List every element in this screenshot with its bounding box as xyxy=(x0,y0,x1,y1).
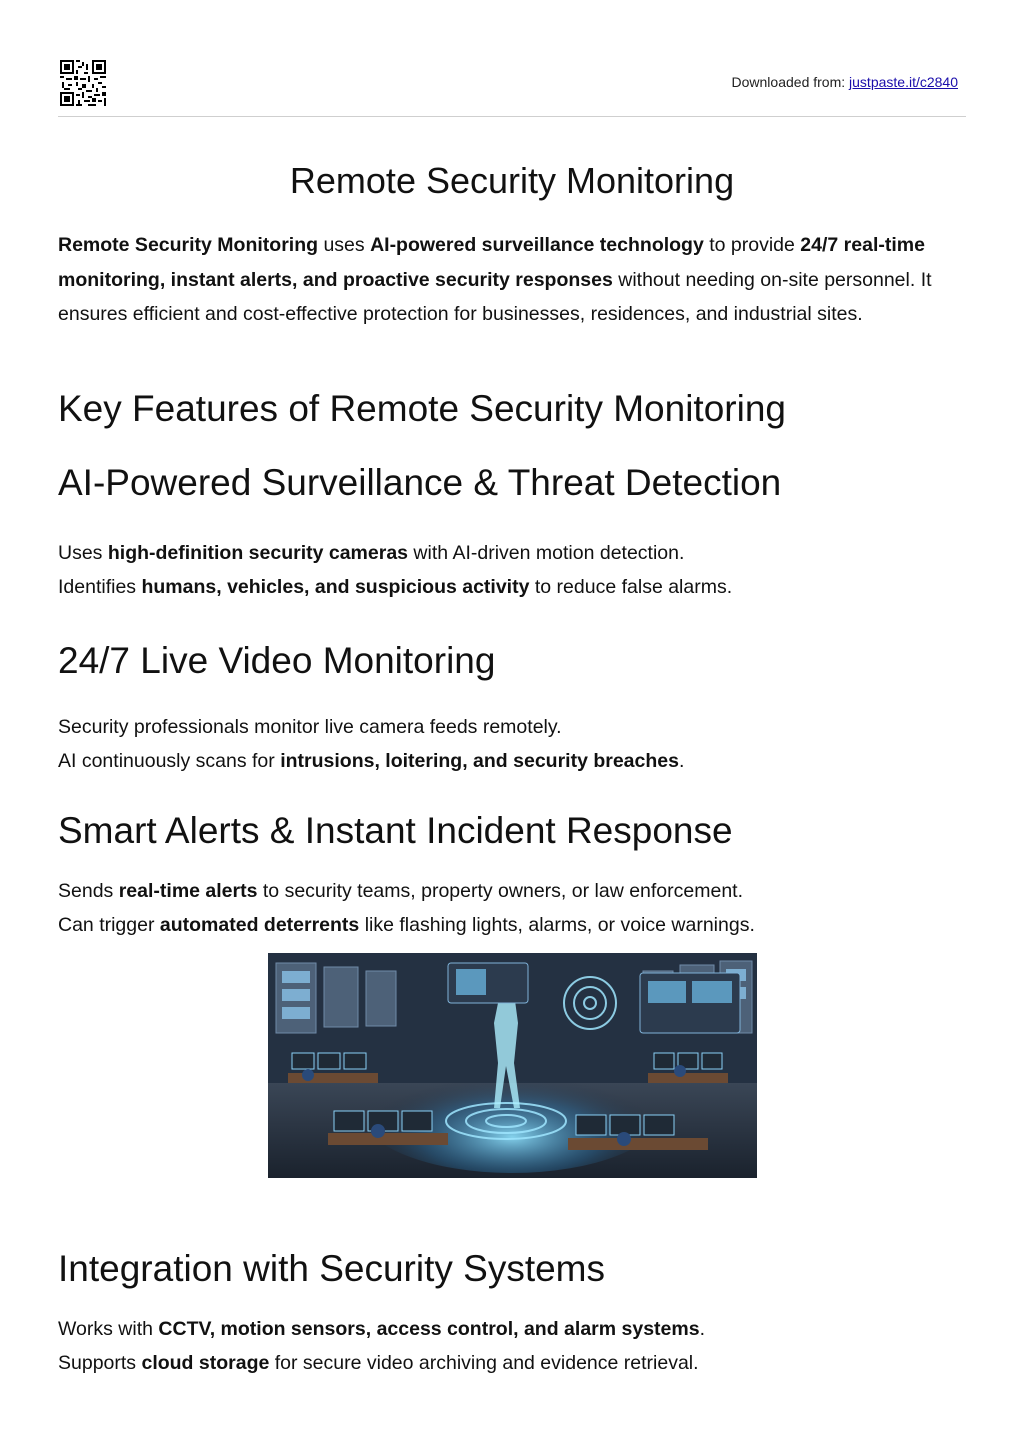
line-text: Can trigger xyxy=(58,914,160,936)
section-line xyxy=(58,914,755,937)
section-line xyxy=(58,750,684,773)
downloaded-label: Downloaded from: xyxy=(731,74,846,90)
line-bold: humans, vehicles, and suspicious activity xyxy=(141,576,530,598)
line-bold: CCTV, motion sensors, access control, and alarm systems xyxy=(158,1318,700,1340)
section-line xyxy=(58,542,684,565)
line-text: Uses xyxy=(58,542,108,564)
intro-paragraph xyxy=(58,228,958,332)
illustration-graphic xyxy=(268,953,757,1178)
security-operations-center-illustration xyxy=(268,953,757,1178)
line-text: to security teams, property owners, or law enforcement. xyxy=(257,880,743,902)
line-text: Works with xyxy=(58,1318,159,1340)
line-bold: cloud storage xyxy=(141,1352,270,1374)
line-text: for secure video archiving and evidence retrieval. xyxy=(269,1352,699,1374)
intro-bold-3: 24/7 real-time monitoring, instant alerts, and proactive security responses xyxy=(58,234,925,291)
line-bold: real-time alerts xyxy=(118,880,258,902)
line-text: Sends xyxy=(58,880,119,902)
line-bold: high-definition security cameras xyxy=(107,542,409,564)
intro-text-3: without needing on-site personnel. It ensures efficient and cost-effective protection for businesses, residences, and industrial sites. xyxy=(58,268,932,325)
section-heading-smart-alerts: Smart Alerts & Instant Incident Response xyxy=(58,810,733,851)
intro-text-1: uses xyxy=(318,234,371,256)
line-bold: automated deterrents xyxy=(159,914,360,936)
line-text: AI continuously scans for xyxy=(58,750,281,772)
section-heading-surveillance: AI-Powered Surveillance & Threat Detection xyxy=(58,462,782,503)
line-text: to reduce false alarms. xyxy=(529,576,733,598)
line-text: Security professionals monitor live camera feeds remotely. xyxy=(58,716,562,738)
source-link[interactable]: justpaste.it/c2840 xyxy=(849,74,958,90)
page-header xyxy=(58,58,966,117)
section-line xyxy=(58,1352,699,1375)
section-line xyxy=(58,880,743,903)
line-text: Supports xyxy=(58,1352,142,1374)
download-source xyxy=(732,74,958,90)
section-heading-live-video: 24/7 Live Video Monitoring xyxy=(58,640,496,681)
page-title: Remote Security Monitoring xyxy=(289,160,735,201)
section-line xyxy=(58,716,562,739)
line-text: with AI-driven motion detection. xyxy=(408,542,685,564)
key-features-heading: Key Features of Remote Security Monitoring xyxy=(58,388,786,429)
line-bold: intrusions, loitering, and security breaches xyxy=(280,750,679,772)
intro-bold-2: AI-powered surveillance technology xyxy=(370,234,704,256)
intro-bold-1: Remote Security Monitoring xyxy=(58,234,319,256)
line-text: . xyxy=(699,1318,705,1340)
section-heading-integration: Integration with Security Systems xyxy=(58,1248,605,1289)
line-text: like flashing lights, alarms, or voice warnings. xyxy=(359,914,755,936)
section-line xyxy=(58,1318,705,1341)
line-text: Identifies xyxy=(58,576,142,598)
section-line xyxy=(58,576,732,599)
line-text: . xyxy=(678,750,685,772)
qr-code-icon xyxy=(60,60,106,106)
intro-text-2: to provide xyxy=(703,234,801,256)
